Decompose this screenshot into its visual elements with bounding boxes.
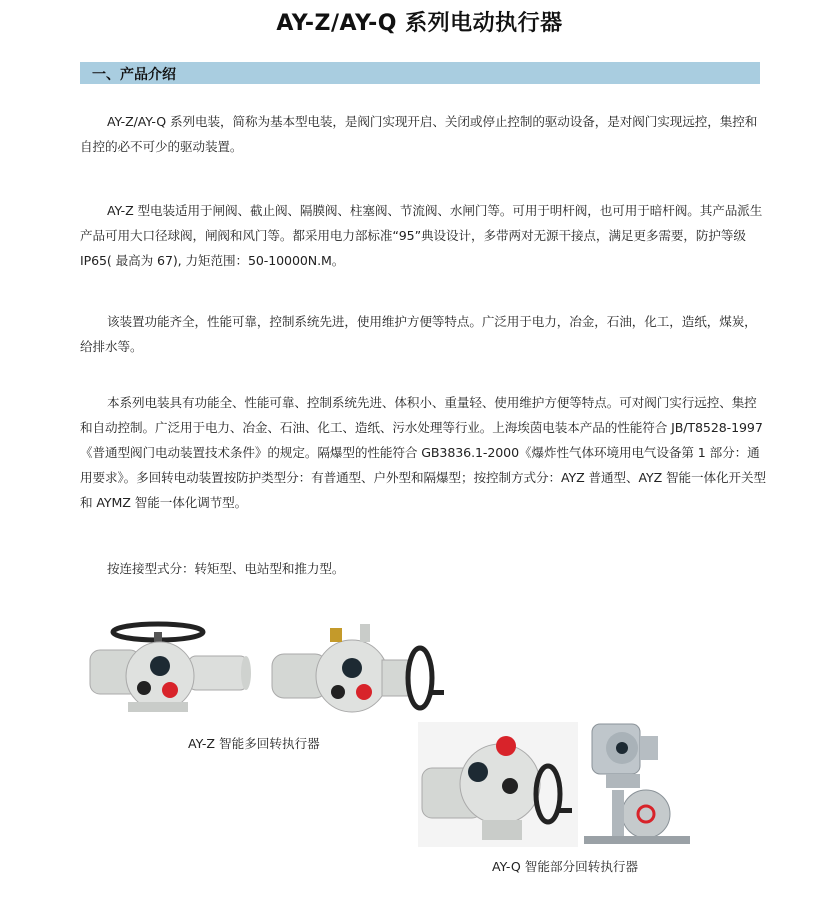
paragraph-features: 该装置功能齐全，性能可靠，控制系统先进，使用维护方便等特点。广泛用于电力，冶金，石油，化工，造纸，煤炭，给排水等。 — [80, 314, 757, 354]
paragraph-connection: 按连接型式分：转矩型、电站型和推力型。 — [107, 561, 345, 576]
paragraph-ayz: AY-Z 型电装适用于闸阀、截止阀、隔膜阀、柱塞阀、节流阀、水闸门等。可用于明杆阀，也可用于暗杆阀。其产品派生产品可用大口径球阀，闸阀和风门等。都采用电力部标准“95”典设设计，多带两对无源干接点，满足更多需要，防护等级 IP65( 最高为 67), 力矩范围：50-10000N.M。 — [80, 203, 763, 268]
section-title: 一、产品介绍 — [92, 67, 176, 83]
page-title: AY-Z/AY-Q 系列电动执行器 — [276, 11, 563, 36]
paragraph-series: 本系列电装具有功能全、性能可靠、控制系统先进、体积小、重量轻、使用维护方便等特点。可对阀门实行远控、集控和自动控制。广泛用于电力、冶金、石油、化工、造纸、污水处理等行业。上海埃茵电装本产品的性能符合 JB/T8528-1997《普通型阀门电动装置技术条件》的规定。隔爆型的性能符合 GB3836.1-2000《爆炸性气体环境用电气设备第 1 部分：通用要求》。多回转电动装置按防护类型分：有普通型、户外型和隔爆型；按控制方式分：AYZ 普通型、AYZ 智能一体化开关型和 AYMZ 智能一体化调节型。 — [80, 395, 767, 510]
paragraph-intro: AY-Z/AY-Q 系列电装，简称为基本型电装，是阀门实现开启、关闭或停止控制的驱动设备，是对阀门实现远控，集控和自控的必不可少的驱动装置。 — [80, 114, 758, 154]
ayq-actuator-photo-1 — [418, 722, 578, 847]
ayz-actuator-photo-1 — [88, 618, 253, 713]
ayz-actuator-photo-2 — [270, 620, 450, 715]
caption-ayq: AY-Q 智能部分回转执行器 — [492, 859, 639, 874]
ayq-actuator-photo-2 — [582, 718, 692, 850]
section-header-bar — [80, 62, 760, 84]
caption-ayz: AY-Z 智能多回转执行器 — [188, 736, 320, 751]
